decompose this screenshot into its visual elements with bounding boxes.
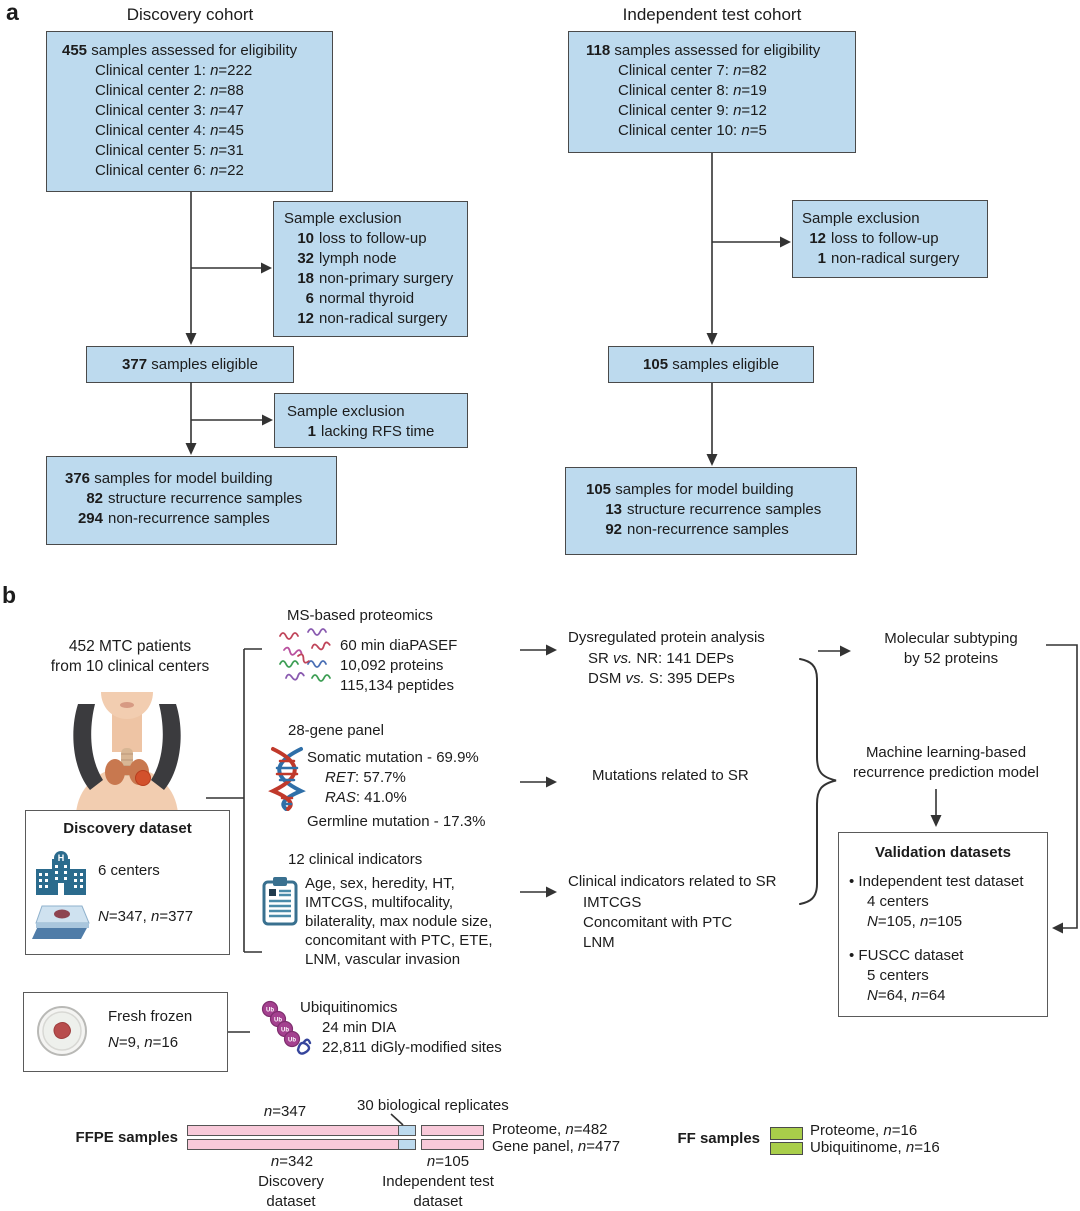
- gene-panel-title: 28-gene panel: [288, 722, 384, 739]
- n342-label: n=342: [270, 1153, 314, 1170]
- svg-text:Ub: Ub: [281, 1027, 289, 1034]
- fresh-frozen-box: [23, 992, 228, 1072]
- petri-dish-icon: [36, 1005, 88, 1062]
- exclusion-item: 12 loss to follow-up: [809, 230, 939, 247]
- validation-item: • Independent test dataset: [849, 873, 1024, 890]
- discovery-assessed-box: [46, 31, 333, 192]
- ml-model-text: Machine learning-based recurrence prediction model: [853, 744, 1039, 781]
- ffpe-block-icon: [31, 897, 93, 946]
- exclusion-item: 12 non-radical surgery: [297, 310, 448, 327]
- clinical-sr-lines: IMTCGS Concomitant with PTC LNM: [583, 894, 733, 951]
- clinical-sr-title: Clinical indicators related to SR: [568, 873, 777, 890]
- discovery-dataset-title: Discovery dataset: [63, 820, 192, 837]
- ffpe-proteome-bar-test: [421, 1125, 484, 1136]
- exclusion-item: 6 normal thyroid: [305, 290, 415, 307]
- patient-thyroid-illustration: [68, 692, 186, 819]
- test-dataset-caption: Independent test dataset: [382, 1173, 494, 1210]
- ffpe-genepanel-bar-replicates: [398, 1139, 416, 1150]
- svg-text:Ub: Ub: [266, 1007, 274, 1014]
- exclusion-item: 10 loss to follow-up: [297, 230, 427, 247]
- model-first-line: 376 samples for model building: [65, 470, 273, 487]
- germline-mutation-line: Germline mutation - 17.3%: [307, 813, 486, 830]
- peptides-icon: [278, 628, 340, 691]
- discovery-exclusion-box-1: [273, 201, 468, 337]
- model-item: 82 structure recurrence samples: [86, 490, 303, 507]
- dysregulated-title: Dysregulated protein analysis: [568, 629, 765, 646]
- discovery-eligible-box: [86, 346, 294, 383]
- exclusion-title: Sample exclusion: [287, 403, 405, 420]
- assessed-first-line: 455 samples assessed for eligibility: [62, 42, 298, 59]
- center-line: Clinical center 10: n=5: [618, 122, 767, 139]
- somatic-mutation-line: Somatic mutation - 69.9%: [307, 749, 479, 766]
- fresh-frozen-title: Fresh frozen: [108, 1008, 193, 1025]
- dysregulated-lines: SR vs. NR: 141 DEPs DSM vs. S: 395 DEPs: [588, 650, 735, 687]
- ret-line: RET: 57.7%: [325, 769, 406, 786]
- exclusion-item: 32 lymph node: [297, 250, 397, 267]
- discovery-model-box: [46, 456, 337, 545]
- ff-ubiquitinome-bar: [770, 1142, 803, 1155]
- n347-label: n=347: [263, 1103, 307, 1120]
- patients-text: 452 MTC patients from 10 clinical centers: [50, 638, 210, 675]
- eligible-text: 105 samples eligible: [643, 355, 779, 373]
- ubiquitin-chain-icon: [260, 1000, 312, 1061]
- exclusion-title: Sample exclusion: [284, 210, 402, 227]
- clinical-indicators-title: 12 clinical indicators: [288, 851, 423, 868]
- discovery-cohort-title: Discovery cohort: [126, 5, 254, 24]
- exclusion-item: 18 non-primary surgery: [297, 270, 454, 287]
- test-model-box: [565, 467, 857, 555]
- panel-b-label: b: [2, 582, 17, 608]
- discovery-counts-text: N=347, n=377: [98, 908, 194, 925]
- assessed-first-line: 118 samples assessed for eligibility: [586, 42, 821, 59]
- clinical-indicators-lines: Age, sex, heredity, HT, IMTCGS, multifocality, bilaterality, max nodule size, concomitant with PTC, ETE, LNM, vascular invasion: [305, 875, 493, 968]
- exclusion-item: 1 non-radical surgery: [817, 250, 960, 267]
- ffpe-proteome-bar-replicates: [398, 1125, 416, 1136]
- ff-proteome-bar: [770, 1127, 803, 1140]
- exclusion-item: 1 lacking RFS time: [307, 423, 435, 440]
- center-line: Clinical center 4: n=45: [95, 122, 244, 139]
- ffpe-genepanel-bar-discovery: [187, 1139, 399, 1150]
- center-line: Clinical center 6: n=22: [95, 162, 244, 179]
- model-item: 294 non-recurrence samples: [77, 510, 270, 527]
- center-line: Clinical center 2: n=88: [95, 82, 244, 99]
- validation-title: Validation datasets: [875, 844, 1011, 861]
- test-assessed-box: [568, 31, 856, 153]
- proteomics-lines: 60 min diaPASEF 10,092 proteins 115,134 peptides: [340, 637, 458, 694]
- replicates-label: 30 biological replicates: [357, 1097, 509, 1114]
- test-eligible-box: [608, 346, 814, 383]
- model-item: 92 non-recurrence samples: [605, 521, 789, 538]
- ffpe-samples-label: FFPE samples: [75, 1129, 178, 1146]
- mutations-text: Mutations related to SR: [592, 767, 749, 784]
- ff-proteome-label: Proteome, n=16: [810, 1122, 918, 1139]
- dna-icon: [264, 745, 308, 816]
- center-line: Clinical center 5: n=31: [95, 142, 244, 159]
- test-exclusion-box: [792, 200, 988, 278]
- ras-line: RAS: 41.0%: [325, 789, 407, 806]
- center-line: Clinical center 3: n=47: [95, 102, 244, 119]
- molecular-subtyping-text: Molecular subtyping by 52 proteins: [884, 630, 1018, 667]
- genepanel-row-label: Gene panel, n=477: [492, 1138, 621, 1155]
- center-line: Clinical center 7: n=82: [618, 62, 767, 79]
- hospital-icon: [34, 849, 88, 900]
- ffpe-genepanel-bar-test: [421, 1139, 484, 1150]
- clipboard-icon: [262, 876, 298, 931]
- center-line: Clinical center 9: n=12: [618, 102, 767, 119]
- model-item: 13 structure recurrence samples: [605, 501, 822, 518]
- panel-a-label: a: [6, 0, 19, 25]
- discovery-centers-text: 6 centers: [98, 862, 160, 879]
- proteome-row-label: Proteome, n=482: [492, 1121, 608, 1138]
- validation-item: • FUSCC dataset: [849, 947, 964, 964]
- fresh-frozen-counts: N=9, n=16: [108, 1034, 179, 1051]
- test-cohort-title: Independent test cohort: [622, 5, 802, 24]
- proteomics-title: MS-based proteomics: [287, 607, 433, 624]
- ubiquitinomics-title: Ubiquitinomics: [300, 999, 398, 1016]
- discovery-dataset-box: [25, 810, 230, 955]
- eligible-text: 377 samples eligible: [122, 355, 258, 373]
- ubiquitinomics-lines: 24 min DIA 22,811 diGly-modified sites: [322, 1019, 502, 1056]
- svg-text:H: H: [57, 853, 65, 863]
- center-line: Clinical center 8: n=19: [618, 82, 767, 99]
- discovery-dataset-caption: Discovery dataset: [258, 1173, 324, 1210]
- exclusion-title: Sample exclusion: [802, 210, 920, 227]
- n105-label: n=105: [426, 1153, 470, 1170]
- ff-samples-label: FF samples: [677, 1130, 760, 1147]
- validation-datasets-box: Validation datasets • Independent test dataset 4 centers N=105, n=105 • FUSCC dataset 5 centers N=64, n=64: [838, 832, 1048, 1017]
- discovery-exclusion-box-2: [274, 393, 468, 448]
- model-first-line: 105 samples for model building: [586, 481, 794, 498]
- svg-text:Ub: Ub: [288, 1037, 296, 1044]
- ff-ubiquitinome-label: Ubiquitinome, n=16: [810, 1139, 940, 1156]
- center-line: Clinical center 1: n=222: [95, 62, 253, 79]
- ffpe-proteome-bar-discovery: [187, 1125, 399, 1136]
- svg-text:Ub: Ub: [274, 1017, 282, 1024]
